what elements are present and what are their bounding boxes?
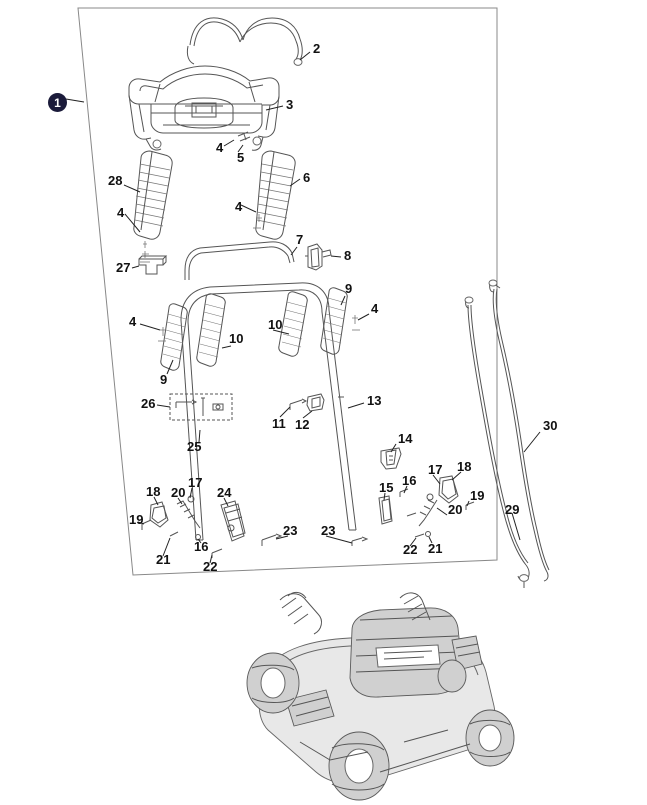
callout-10b: 10	[268, 317, 283, 332]
callout-23: 23	[283, 523, 298, 538]
part-3-upper-handle	[129, 66, 279, 150]
callout-20b: 20	[448, 502, 463, 517]
callout-4d: 4	[371, 301, 379, 316]
callout-15: 15	[379, 480, 394, 495]
part-11-bolt	[290, 399, 306, 410]
callout-2: 2	[313, 41, 321, 56]
callout-24: 24	[217, 485, 232, 500]
callout-9: 9	[345, 281, 353, 296]
callout-21: 21	[156, 552, 171, 567]
callout-26: 26	[141, 396, 156, 411]
part-2-cable-loop	[187, 18, 302, 65]
callout-20: 20	[171, 485, 186, 500]
part-27-bracket	[139, 256, 166, 274]
callout-17b: 17	[428, 462, 443, 477]
callout-16b: 16	[194, 539, 209, 554]
callout-17: 17	[188, 475, 203, 490]
part-26-kit-box	[170, 394, 232, 420]
part-6-right-grip	[256, 151, 295, 239]
callout-22: 22	[203, 559, 218, 574]
part-18-left-lever	[150, 502, 168, 527]
callout-18: 18	[146, 484, 161, 499]
callout-18b: 18	[457, 459, 472, 474]
part-18-right-lever	[439, 476, 458, 503]
callout-23b: 23	[321, 523, 336, 538]
part-20-spring-right	[419, 494, 437, 526]
part-23-left-bolt	[262, 534, 281, 546]
part-10-grip-right	[279, 292, 308, 357]
callout-5: 5	[237, 150, 245, 165]
part-28-left-grip	[134, 151, 172, 239]
callout-21b: 21	[428, 541, 443, 556]
callout-14: 14	[398, 431, 413, 446]
callout-6: 6	[303, 170, 311, 185]
callout-3: 3	[286, 97, 294, 112]
part-12-knob	[307, 394, 324, 411]
callout-12: 12	[295, 417, 310, 432]
diagram-frame	[78, 8, 497, 575]
callout-27: 27	[116, 260, 131, 275]
part-10-grip-left	[197, 294, 226, 367]
callout-8: 8	[344, 248, 352, 263]
callout-4: 4	[216, 140, 224, 155]
callout-4c: 4	[117, 205, 125, 220]
part-24-left-bracket	[221, 501, 245, 541]
callout-22b: 22	[403, 542, 418, 557]
part-7-cross-tube	[185, 242, 294, 280]
mower-illustration	[247, 592, 514, 800]
callout-7: 7	[296, 232, 304, 247]
part-15-right-plate	[379, 496, 392, 524]
callout-4b: 4	[235, 199, 243, 214]
part-16-right-pin	[400, 489, 416, 516]
callout-4e: 4	[129, 314, 137, 329]
callout-11: 11	[272, 416, 286, 431]
callout-1: 1	[48, 93, 67, 112]
callout-28: 28	[108, 173, 123, 188]
callout-25: 25	[187, 439, 202, 454]
callout-9b: 9	[160, 372, 168, 387]
callout-19: 19	[129, 512, 144, 527]
callout-29: 29	[505, 502, 520, 517]
part-21-22-right-hardware	[415, 532, 431, 538]
callout-30: 30	[543, 418, 558, 433]
callout-19b: 19	[470, 488, 485, 503]
part-8-lever	[305, 244, 331, 270]
callout-16: 16	[402, 473, 417, 488]
callout-13: 13	[367, 393, 382, 408]
callout-10: 10	[229, 331, 244, 346]
part-9-grip-far-right	[321, 288, 348, 355]
part-23-right-bolt	[352, 537, 367, 546]
